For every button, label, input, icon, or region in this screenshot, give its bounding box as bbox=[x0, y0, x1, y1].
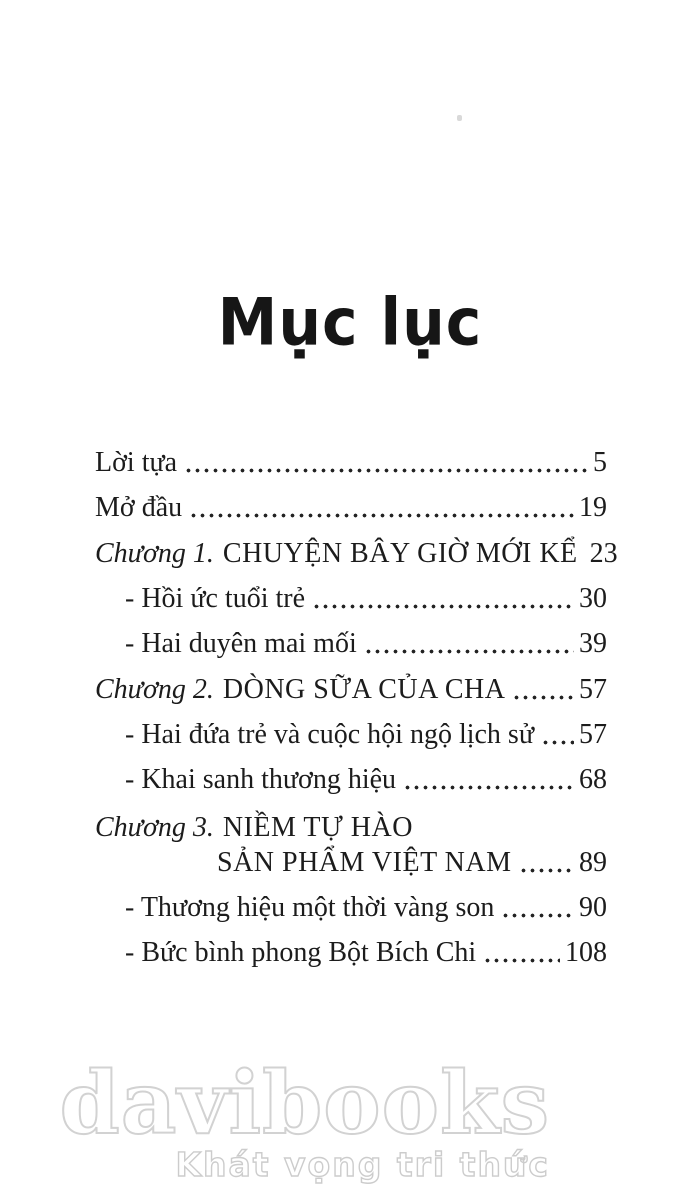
toc-sub-entry bbox=[95, 892, 607, 924]
toc-entry-page: 90 bbox=[579, 892, 607, 923]
chapter-title-line2 bbox=[95, 847, 607, 879]
dot-leader bbox=[184, 468, 588, 473]
chapter-number: Chương 2. bbox=[95, 674, 214, 705]
toc-entry-label: - Khai sanh thương hiệu bbox=[125, 764, 397, 795]
toc-chapter-entry bbox=[95, 538, 618, 570]
toc-entry-page: 39 bbox=[579, 628, 607, 659]
dot-leader bbox=[519, 868, 574, 873]
dot-leader bbox=[312, 604, 574, 609]
toc-entry-page: 30 bbox=[579, 583, 607, 614]
toc-entry-label: Mở đầu bbox=[95, 492, 183, 523]
toc-entry-page: 5 bbox=[593, 447, 607, 478]
toc-sub-entry bbox=[95, 937, 607, 969]
chapter-number: Chương 1. bbox=[95, 538, 214, 569]
chapter-title: CHUYỆN BÂY GIỜ MỚI KỂ bbox=[222, 538, 578, 569]
dot-leader bbox=[483, 958, 560, 963]
dot-leader bbox=[512, 695, 574, 700]
chapter-title: NIỀM TỰ HÀO bbox=[222, 812, 413, 843]
toc-entry-page: 89 bbox=[579, 847, 607, 878]
toc-entry-page: 19 bbox=[579, 492, 607, 523]
toc-entry-label: - Bức bình phong Bột Bích Chi bbox=[125, 937, 477, 968]
toc-entry bbox=[95, 492, 607, 524]
print-speck bbox=[457, 115, 462, 121]
toc-entry-page: 68 bbox=[579, 764, 607, 795]
toc-chapter-entry bbox=[95, 812, 607, 879]
toc-entry-label: Lời tựa bbox=[95, 447, 178, 478]
toc-entry-label: - Hai đứa trẻ và cuộc hội ngộ lịch sử bbox=[125, 719, 535, 750]
dot-leader bbox=[541, 740, 574, 745]
watermark-tagline: Khát vọng tri thức bbox=[175, 1145, 550, 1184]
toc-entry bbox=[95, 447, 607, 479]
chapter-title: DÒNG SỮA CỦA CHA bbox=[222, 674, 506, 705]
toc-entry-page: 57 bbox=[579, 719, 607, 750]
toc-chapter-entry bbox=[95, 674, 607, 706]
toc-entry-page: 23 bbox=[589, 538, 618, 569]
toc-entry-page: 108 bbox=[565, 937, 607, 968]
dot-leader bbox=[403, 785, 574, 790]
watermark bbox=[59, 1053, 550, 1185]
toc-sub-entry bbox=[95, 628, 607, 660]
toc-sub-entry bbox=[95, 583, 607, 615]
dot-leader bbox=[364, 649, 574, 654]
dot-leader bbox=[501, 913, 574, 918]
chapter-title-line1 bbox=[95, 812, 607, 844]
toc-entry-label: - Hai duyên mai mối bbox=[125, 628, 357, 659]
toc-entry-page: 57 bbox=[579, 674, 607, 705]
toc-entry-label: - Thương hiệu một thời vàng son bbox=[125, 892, 495, 923]
chapter-title-continued: SẢN PHẨM VIỆT NAM bbox=[217, 847, 512, 878]
page-title: Mục lục bbox=[217, 285, 483, 361]
chapter-number: Chương 3. bbox=[95, 812, 214, 843]
toc-sub-entry bbox=[95, 719, 607, 751]
table-of-contents bbox=[95, 447, 618, 982]
toc-entry-label: - Hồi ức tuổi trẻ bbox=[125, 583, 306, 614]
dot-leader bbox=[189, 513, 574, 518]
watermark-brand-logo: davibooks bbox=[59, 1053, 550, 1154]
toc-sub-entry bbox=[95, 764, 607, 796]
